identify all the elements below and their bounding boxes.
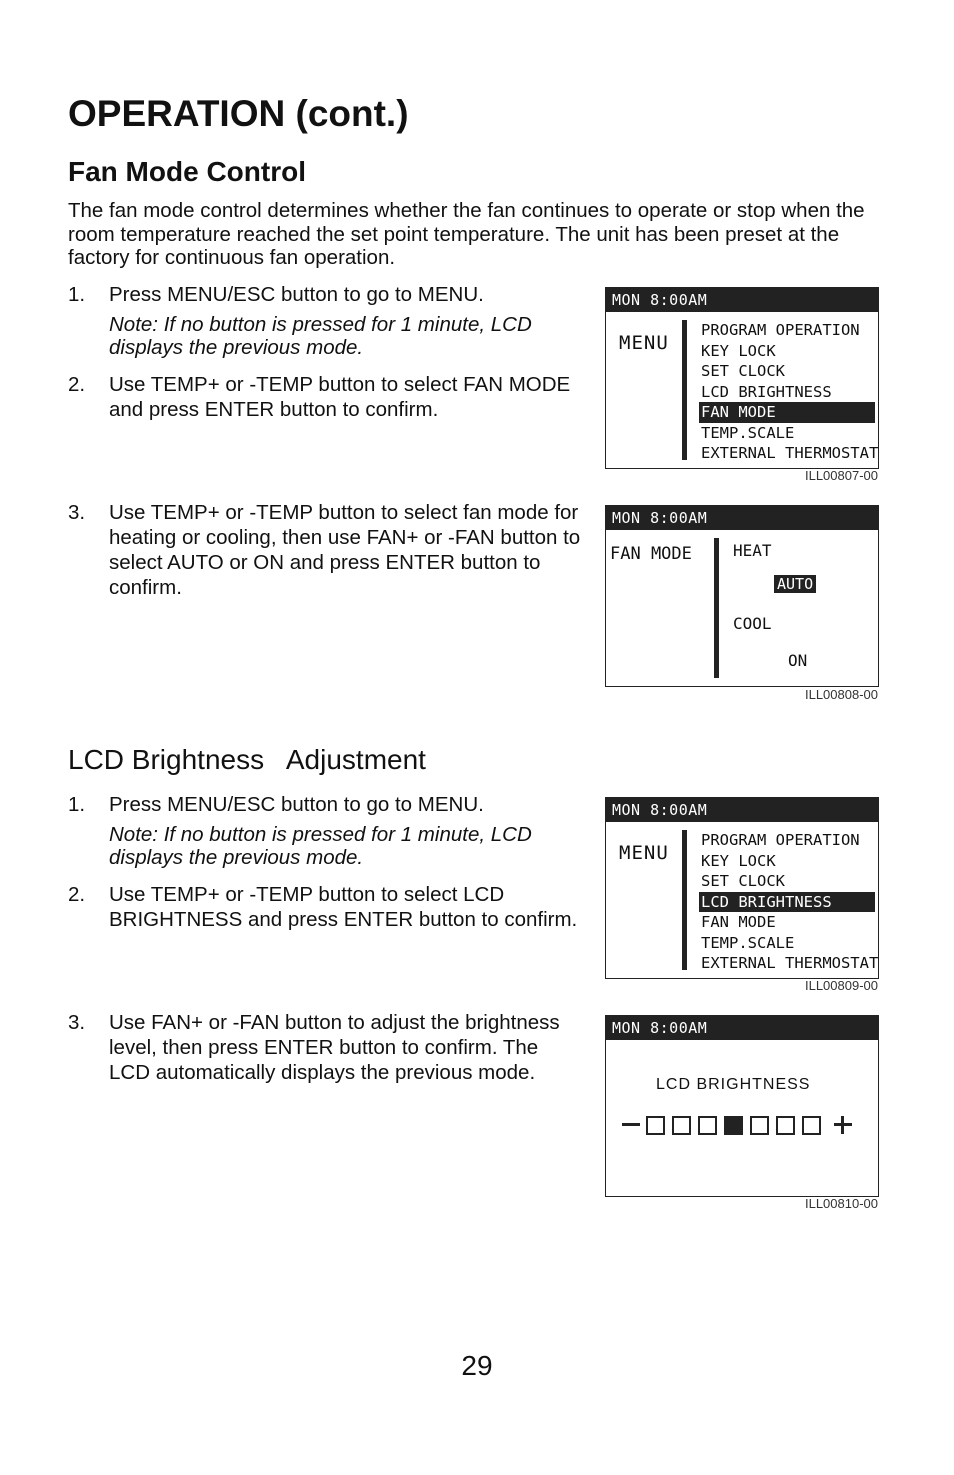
fan-mode-heading: Fan Mode Control [68,156,306,187]
lcd-heat-value: AUTO [774,575,816,593]
lcd-menu-list [699,830,879,974]
menu-item: SET CLOCK [701,362,785,380]
step-note: Note: If no button is pressed for 1 minute, LCD displays the previous mode. [109,313,532,359]
lcd-brightness-heading: LCD Brightness Adjustment [68,744,426,775]
illustration-id: ILL00807-00 [804,468,878,483]
illustration-id: ILL00809-00 [804,978,878,993]
brightness-square [646,1116,665,1135]
lcd-status-bar: MON 8:00AM [606,288,878,312]
step-text: Use TEMP+ or -TEMP button to select LCD BRIGHTNESS and press ENTER button to confirm. [109,883,578,931]
lcd-status-bar: MON 8:00AM [606,506,878,530]
lcd-step-1 [68,792,588,882]
menu-item: LCD BRIGHTNESS [701,382,832,401]
step-number: 3. [68,1011,86,1034]
minus-icon [620,1114,642,1136]
menu-item: EXTERNAL THERMOSTAT [701,444,879,462]
menu-item: KEY LOCK [701,341,776,360]
lcd-brightness-label: LCD BRIGHTNESS [656,1076,811,1093]
plus-icon [832,1114,854,1136]
lcd-divider [682,830,687,970]
lcd-menu-list [699,320,879,464]
brightness-square-active [724,1116,743,1135]
step-text: Use TEMP+ or -TEMP button to select FAN MODE and press ENTER button to confirm. [109,373,571,421]
lcd-divider [714,538,719,678]
step-number: 1. [68,793,86,816]
fan-step-3 [68,500,588,610]
fan-step-2 [68,372,588,432]
menu-item: SET CLOCK [701,872,785,890]
brightness-square [672,1116,691,1135]
lcd-divider [682,320,687,460]
menu-item: PROGRAM OPERATION [701,321,860,339]
brightness-square [776,1116,795,1135]
brightness-squares [646,1116,828,1135]
fan-mode-intro: The fan mode control determines whether the fan continues to operate or stop when the room temperature reached the set point temperature. The unit has been preset at the factory for continuous fan operation. [68,199,865,269]
brightness-square [750,1116,769,1135]
lcd-brightness-screen [605,1015,879,1197]
menu-item: TEMP.SCALE [701,933,795,952]
lcd-menu-label: MENU [619,332,669,354]
lcd-menu-fan-mode [605,287,879,469]
step-text: Use FAN+ or -FAN button to adjust the brightness level, then press ENTER button to confirm. The LCD automatically displays the previous mode. [109,1011,560,1084]
menu-item-selected: LCD BRIGHTNESS [699,892,875,913]
lcd-heat-label: HEAT [733,541,772,560]
brightness-square [802,1116,821,1135]
lcd-cool-label: COOL [733,614,772,633]
menu-item: TEMP.SCALE [701,423,795,442]
step-text: Use TEMP+ or -TEMP button to select fan mode for heating or cooling, then use FAN+ or -FAN button to select AUTO or ON and press ENTER button to confirm. [109,501,581,599]
step-number: 2. [68,373,86,396]
menu-item: PROGRAM OPERATION [701,831,860,849]
lcd-menu-label: MENU [619,842,669,864]
menu-item: FAN MODE [701,913,776,931]
step-number: 2. [68,883,86,906]
step-text: Press MENU/ESC button to go to MENU. [109,283,484,306]
lcd-fan-mode [605,505,879,687]
menu-item: EXTERNAL THERMOSTAT [701,954,879,972]
step-number: 1. [68,283,86,306]
step-note: Note: If no button is pressed for 1 minute, LCD displays the previous mode. [109,823,532,869]
brightness-level-bar [616,1114,858,1136]
menu-item-selected: FAN MODE [699,402,875,423]
lcd-status-bar: MON 8:00AM [606,798,878,822]
lcd-status-bar: MON 8:00AM [606,1016,878,1040]
lcd-step-2 [68,882,588,962]
lcd-fan-mode-label: FAN MODE [610,544,692,564]
lcd-cool-value: ON [788,651,808,670]
fan-step-1 [68,282,588,372]
lcd-step-3 [68,1010,588,1120]
menu-item: KEY LOCK [701,851,776,870]
step-number: 3. [68,501,86,524]
lcd-menu-brightness [605,797,879,979]
illustration-id: ILL00810-00 [804,1196,878,1211]
step-text: Press MENU/ESC button to go to MENU. [109,793,484,816]
page-title: OPERATION (cont.) [68,93,409,134]
brightness-square [698,1116,717,1135]
page-number: 29 [461,1350,493,1381]
illustration-id: ILL00808-00 [804,687,878,702]
